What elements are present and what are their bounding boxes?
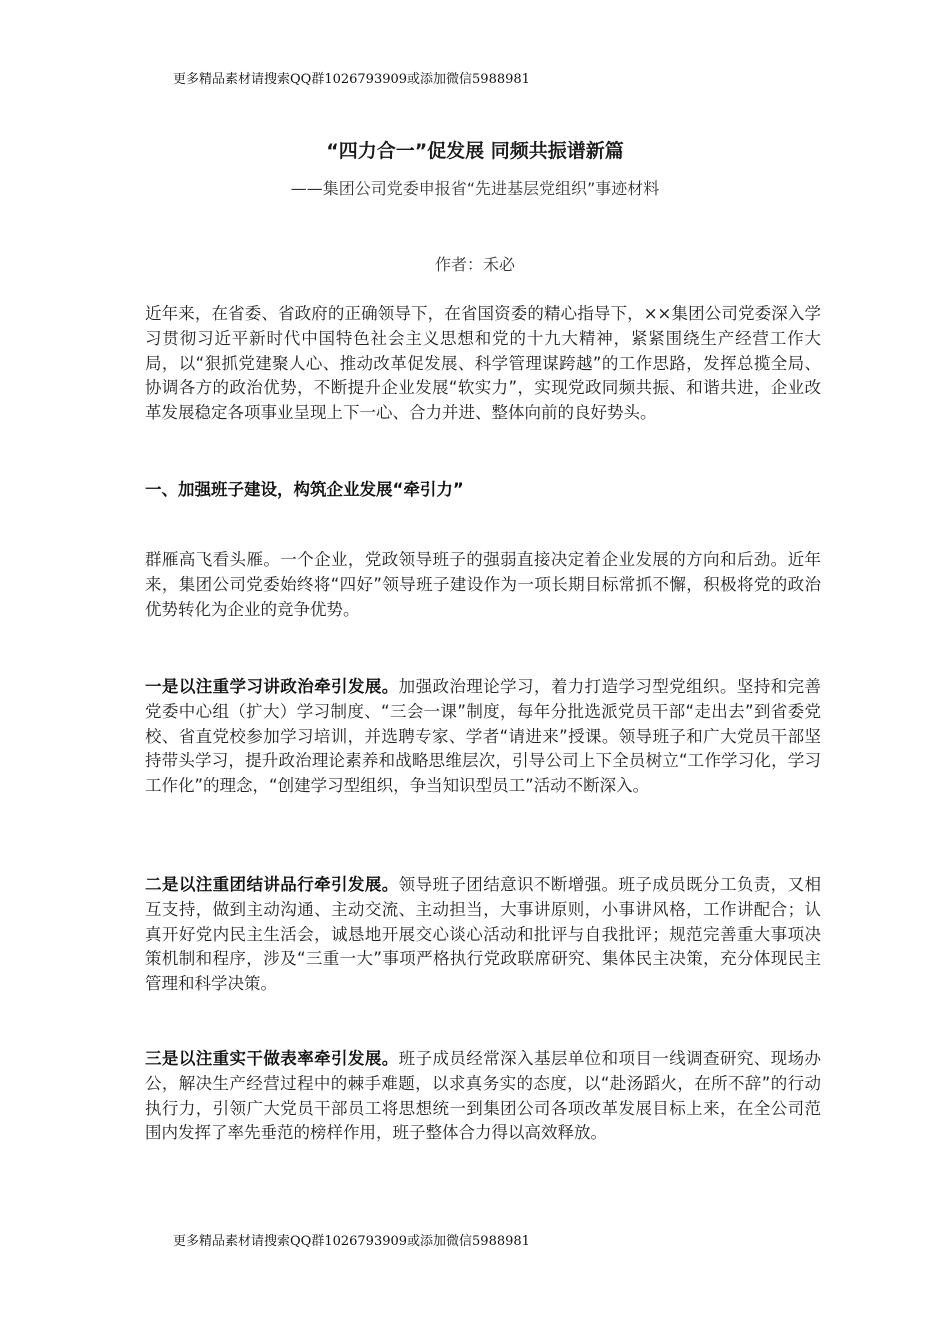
- page-subtitle: ——集团公司党委申报省“先进基层党组织”事迹材料: [290, 179, 660, 198]
- intro-paragraph: 近年来，在省委、省政府的正确领导下，在省国资委的精心指导下，××集团公司党委深入学习贯彻习近平新时代中国特色社会主义思想和党的十九大精神，紧紧围绕生产经营工作大局，以“狠抓党建聚人心、推动改革促发展、科学管理谋跨越”的工作思路，发挥总揽全局、协调各方的政治优势，不断提升企业发展“软实力”，实现党政同频共振、和谐共进，企业改革发展稳定各项事业呈现上下一心、合力并进、整体向前的良好势头。: [145, 304, 821, 423]
- header-note: 更多精品素材请搜索QQ群1026793909或添加微信5988981: [173, 72, 530, 87]
- item-text-2: 领导班子团结意识不断增强。班子成员既分工负责，又相互支持，做到主动沟通、主动交流、主动担当，大事讲原则，小事讲风格，工作讲配合；认真开好党内民主生活会，诚恳地开展交心谈心活动和批评与自我批评；规范完善重大事项决策机制和程序，涉及“三重一大”事项严格执行党政联席研究、集体民主决策，充分体现民主管理和科学决策。: [145, 875, 822, 994]
- footer-note: 更多精品素材请搜索QQ群1026793909或添加微信5988981: [173, 1234, 530, 1249]
- item-lead-3: 三是以注重实干做表率牵引发展。: [145, 1049, 399, 1068]
- item-text-1: 加强政治理论学习，着力打造学习型党组织。坚持和完善党委中心组（扩大）学习制度、“三会一课”制度，每年分批选派党员干部“走出去”到省委党校、省直党校参加学习培训，并选聘专家、学者“请进来”授课。领导班子和广大党员干部坚持带头学习，提升政治理论素养和战略思维层次，引导公司上下全员树立“工作学习化，学习工作化”的理念，“创建学习型组织，争当知识型员工”活动不断深入。: [145, 677, 822, 796]
- section-heading: 一、加强班子建设，构筑企业发展“牵引力”: [145, 480, 464, 499]
- page-title: “四力合一”促发展 同频共振谱新篇: [326, 140, 624, 162]
- item-paragraph-2: [145, 873, 821, 997]
- section-lead-paragraph: 群雁高飞看头雁。一个企业，党政领导班子的强弱直接决定着企业发展的方向和后劲。近年来，集团公司党委始终将“四好”领导班子建设作为一项长期目标常抓不懈，积极将党的政治优势转化为企业的竞争优势。: [145, 550, 821, 619]
- author-line: 作者：禾必: [434, 255, 515, 274]
- item-text-3: 班子成员经常深入基层单位和项目一线调查研究、现场办公，解决生产经营过程中的棘手难题，以求真务实的态度，以“赴汤蹈火，在所不辞”的行动执行力，引领广大党员干部员工将思想统一到集团公司各项改革发展目标上来，在全公司范围内发挥了率先垂范的榜样作用，班子整体合力得以高效释放。: [145, 1049, 822, 1143]
- item-lead-2: 二是以注重团结讲品行牵引发展。: [145, 875, 399, 894]
- item-paragraph-1: [145, 675, 821, 799]
- item-lead-1: 一是以注重学习讲政治牵引发展。: [145, 677, 399, 696]
- item-paragraph-3: [145, 1047, 821, 1146]
